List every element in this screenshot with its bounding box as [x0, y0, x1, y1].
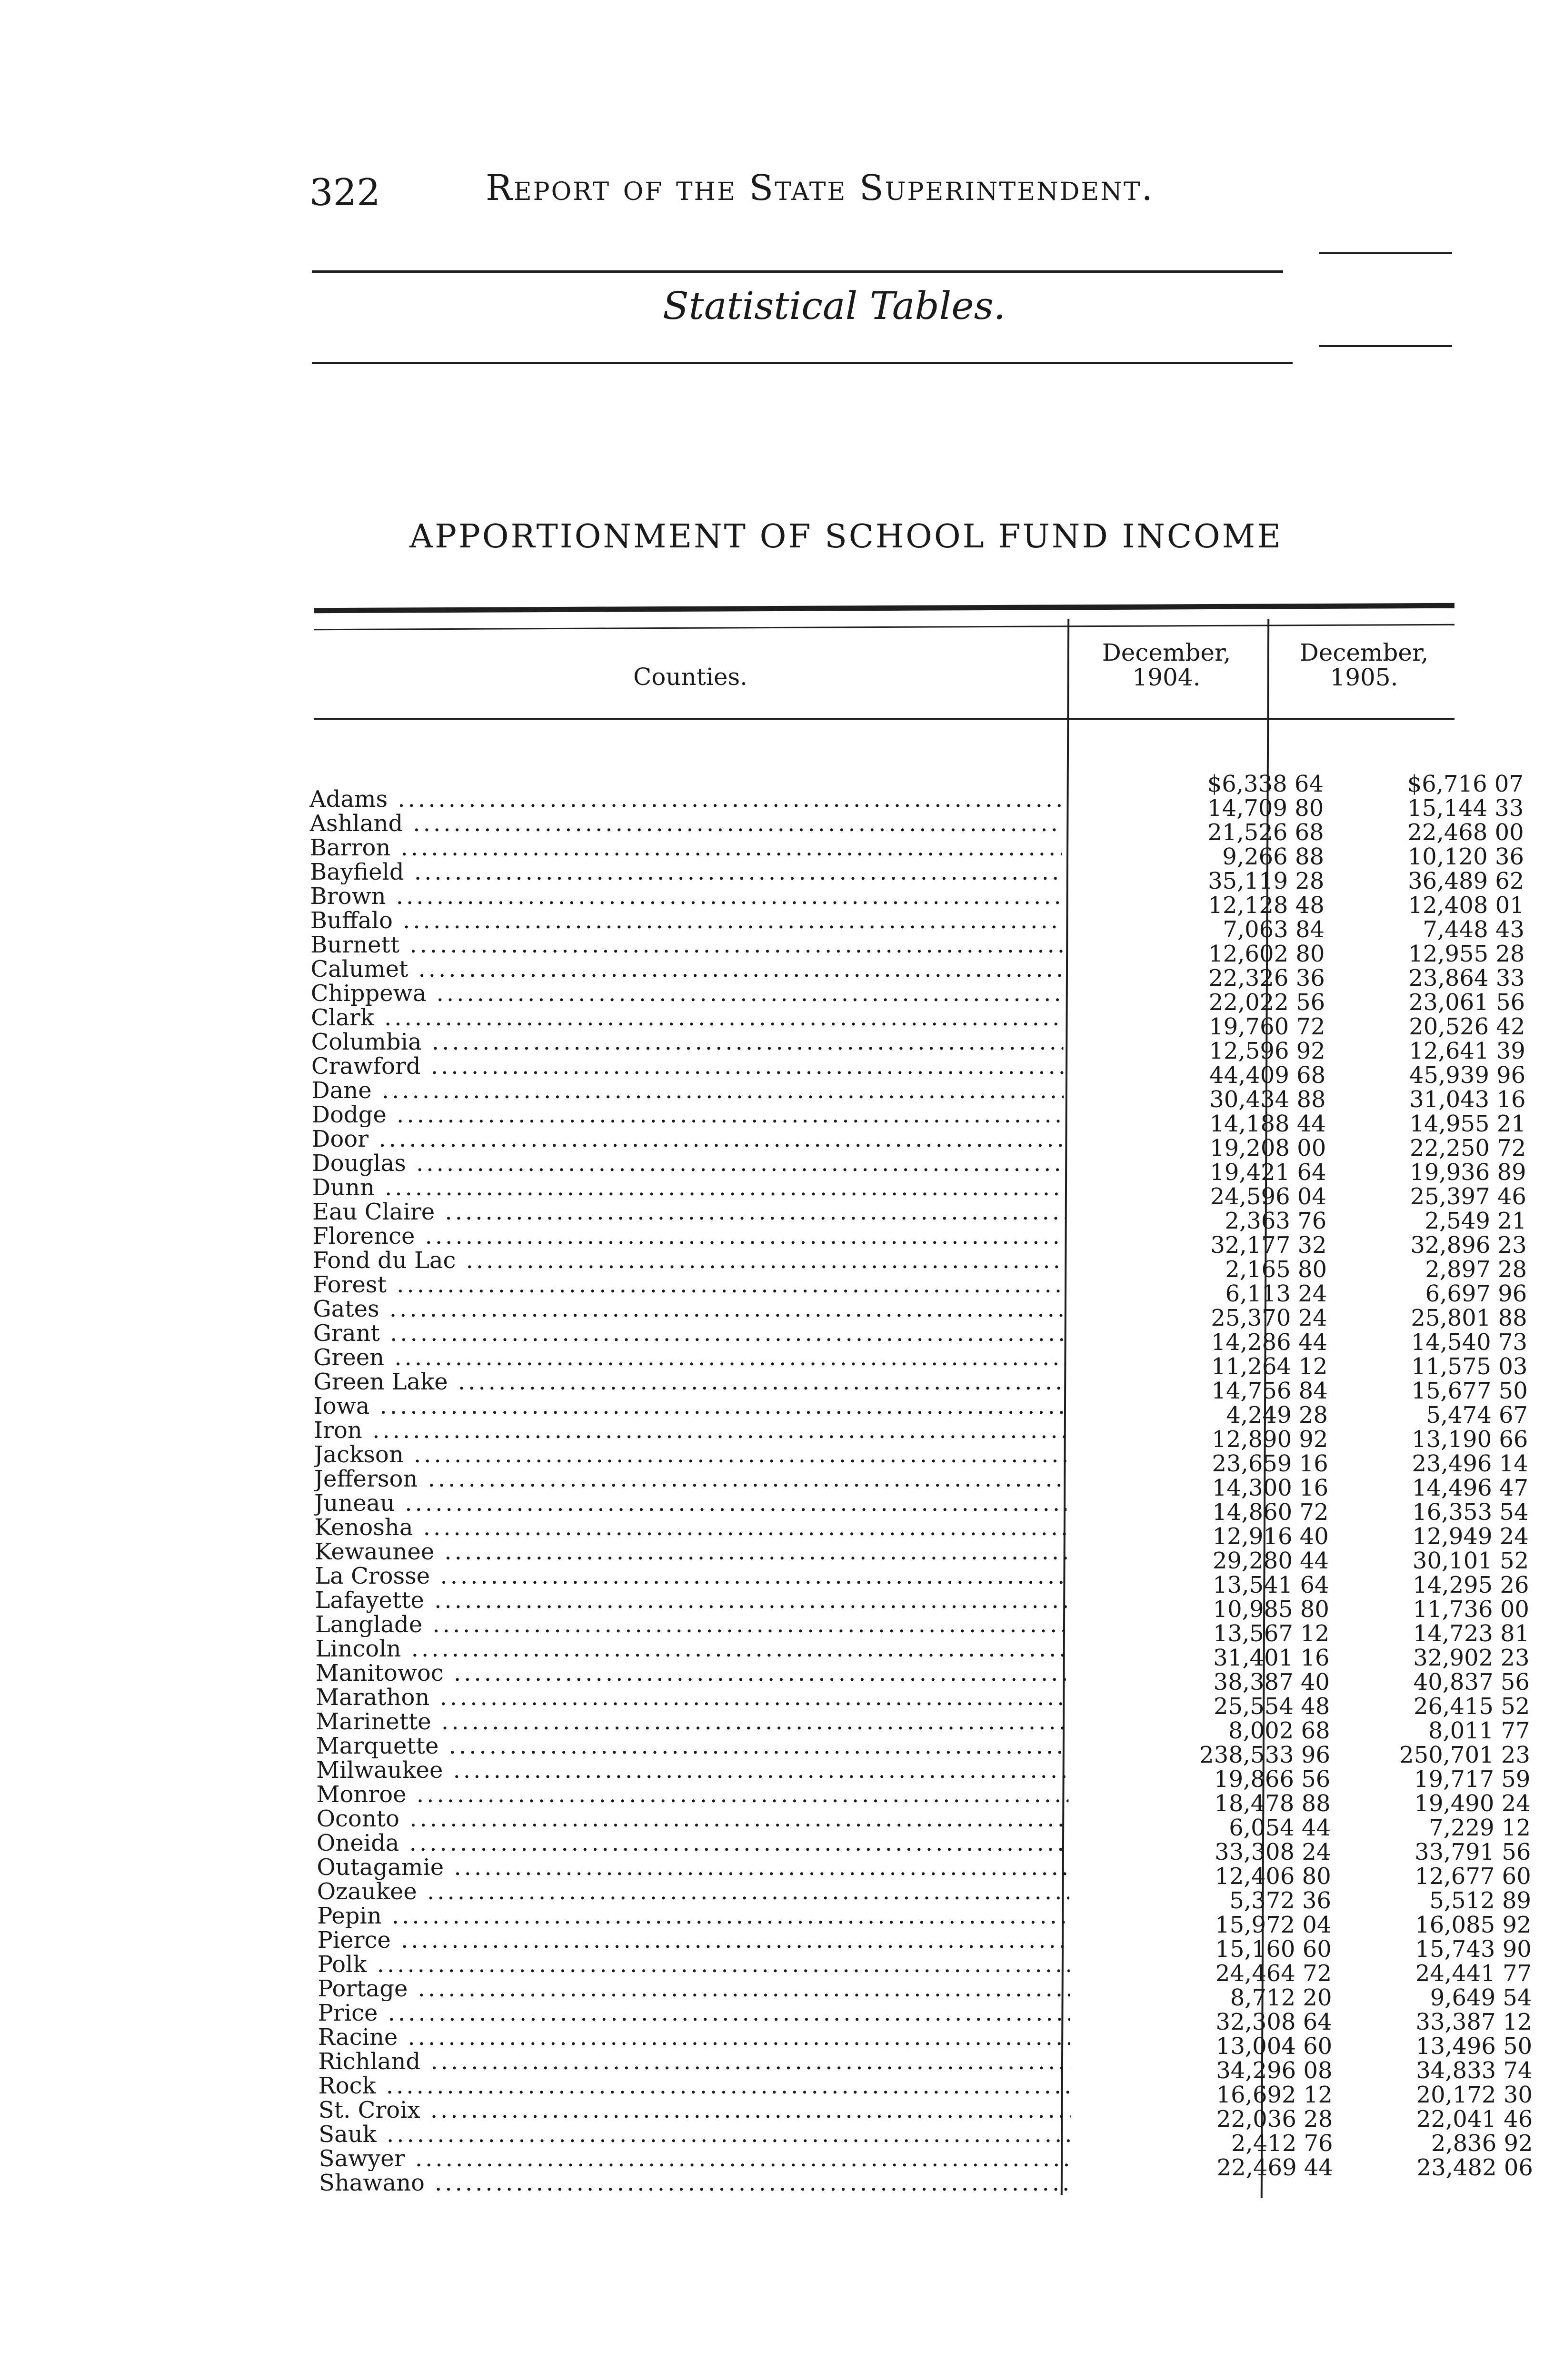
amount-dec1904: 24,596 04 [1210, 1183, 1326, 1210]
amount-dec1904: 4,249 28 [1226, 1402, 1328, 1428]
amount-dec1904: 31,401 16 [1213, 1645, 1330, 1671]
amount-dec1904: 19,760 72 [1209, 1013, 1325, 1040]
amount-dec1905: 12,408 01 [1408, 892, 1524, 919]
amount-dec1904: 25,370 24 [1211, 1305, 1327, 1331]
amount-dec1904: 8,712 20 [1230, 1984, 1332, 2011]
county-name: Dodge ..... [312, 1103, 1064, 1127]
amount-dec1905: 12,641 39 [1409, 1038, 1525, 1064]
column-header-dec1905-line1: December, [1299, 639, 1429, 666]
amount-dec1904: 2,412 76 [1231, 2130, 1333, 2157]
amount-dec1905: 22,468 00 [1407, 819, 1524, 846]
amount-dec1905: 7,448 43 [1423, 916, 1525, 943]
county-name: Langlade ..... [315, 1613, 1067, 1637]
column-header-dec1904 [1066, 640, 1266, 690]
amount-dec1905: 13,496 50 [1415, 2033, 1533, 2060]
amount-dec1905: 25,397 46 [1410, 1183, 1526, 1210]
amount-dec1905: $6,716 07 [1407, 771, 1524, 797]
amount-dec1905: 5,512 89 [1429, 1887, 1532, 1914]
header-rule-top [312, 270, 1283, 273]
amount-dec1904: 14,188 44 [1209, 1111, 1326, 1137]
county-name: Green ..... [313, 1346, 1066, 1370]
amount-dec1904: 5,372 36 [1229, 1887, 1332, 1914]
county-name: Columbia ..... [311, 1030, 1064, 1054]
amount-dec1904: 12,890 92 [1212, 1426, 1328, 1453]
county-name: Gates ..... [313, 1297, 1065, 1321]
amount-dec1905: 32,896 23 [1410, 1232, 1527, 1259]
amount-dec1904: 32,177 32 [1210, 1232, 1327, 1259]
amount-dec1905: 11,575 03 [1411, 1353, 1528, 1380]
amount-dec1905: 5,474 67 [1426, 1402, 1528, 1428]
column-header-dec1904-line2: 1904. [1132, 664, 1201, 691]
amount-dec1904: 2,165 80 [1225, 1256, 1327, 1283]
amount-dec1905: 30,101 52 [1412, 1547, 1529, 1574]
amount-dec1904: 22,036 28 [1216, 2106, 1333, 2132]
running-title: Report of the State Superintendent. [486, 168, 1155, 208]
county-name: Florence ..... [312, 1224, 1065, 1249]
county-name: Polk ..... [318, 1953, 1070, 1977]
amount-dec1904: 9,266 88 [1222, 843, 1325, 870]
amount-dec1904: 19,866 56 [1214, 1766, 1331, 1793]
amount-dec1905: 14,955 21 [1409, 1111, 1526, 1137]
amount-dec1904: 23,659 16 [1212, 1450, 1328, 1477]
amount-dec1904: 38,387 40 [1213, 1669, 1330, 1696]
amount-dec1905: 14,540 73 [1411, 1329, 1528, 1356]
column-header-dec1904-line1: December, [1102, 639, 1231, 666]
amount-dec1904: 6,113 24 [1225, 1280, 1327, 1307]
county-name: Douglas ..... [312, 1151, 1064, 1176]
amount-dec1905: 33,387 12 [1415, 2009, 1532, 2035]
county-name: Lafayette ..... [315, 1588, 1067, 1613]
amount-dec1905: 40,837 56 [1413, 1669, 1530, 1696]
county-name: Sauk ..... [319, 2122, 1071, 2147]
amount-dec1905: 14,496 47 [1412, 1475, 1529, 1501]
county-name: Milwaukee ..... [316, 1758, 1068, 1783]
amount-dec1904: 2,363 76 [1225, 1208, 1327, 1234]
county-name: Door ..... [312, 1127, 1064, 1151]
amount-dec1905: 36,489 62 [1408, 868, 1524, 894]
amount-dec1905: 12,949 24 [1412, 1523, 1529, 1550]
county-name: Bayfield ..... [310, 860, 1062, 884]
amount-dec1904: 19,421 64 [1210, 1159, 1326, 1186]
amount-dec1904: 22,469 44 [1216, 2154, 1333, 2181]
amount-dec1905: 250,701 23 [1399, 1742, 1530, 1768]
county-name: Jackson ..... [314, 1443, 1066, 1467]
county-name: Racine ..... [318, 2025, 1070, 2050]
amount-dec1904: 32,308 64 [1215, 2009, 1332, 2035]
amount-dec1905: 23,482 06 [1416, 2154, 1533, 2181]
amount-dec1904: 238,533 96 [1199, 1742, 1330, 1768]
amount-dec1905: 19,717 59 [1414, 1766, 1531, 1793]
amount-dec1905: 23,496 14 [1412, 1450, 1528, 1477]
amount-dec1904: 10,985 80 [1213, 1596, 1329, 1623]
amount-dec1904: 13,541 64 [1213, 1572, 1329, 1598]
county-name: Outagamie ..... [317, 1855, 1069, 1880]
county-name: Clark ..... [311, 1006, 1063, 1030]
county-name: Kewaunee ..... [315, 1540, 1067, 1564]
county-name: Fond du Lac ..... [313, 1249, 1065, 1273]
county-name: Burnett ..... [310, 933, 1063, 957]
county-name: Adams ..... [309, 787, 1062, 812]
county-name: Rock ..... [319, 2074, 1071, 2098]
amount-dec1905: 32,902 23 [1413, 1645, 1530, 1671]
header-rule-bottom-right [1319, 345, 1452, 347]
amount-dec1904: 21,526 68 [1207, 819, 1324, 846]
amount-dec1904: 14,709 80 [1207, 795, 1324, 822]
amount-dec1905: 16,353 54 [1412, 1499, 1529, 1526]
amount-dec1904: 33,308 24 [1215, 1839, 1331, 1865]
county-name: Jefferson ..... [314, 1467, 1066, 1491]
column-header-dec1905 [1266, 640, 1462, 690]
county-name: Marathon ..... [316, 1686, 1068, 1710]
amount-dec1905: 15,743 90 [1415, 1936, 1532, 1963]
amount-dec1904: 12,128 48 [1208, 892, 1325, 919]
county-name: Eau Claire ..... [312, 1200, 1065, 1224]
county-name: Buffalo ..... [310, 909, 1063, 933]
county-name: Sawyer ..... [319, 2147, 1071, 2171]
amount-dec1904: 15,160 60 [1215, 1936, 1332, 1963]
county-name: Green Lake ..... [313, 1370, 1066, 1394]
header-rule-top-right [1319, 252, 1452, 254]
amount-dec1904: 6,054 44 [1229, 1815, 1331, 1841]
county-name: Lincoln ..... [315, 1637, 1067, 1661]
county-name: Pepin ..... [317, 1904, 1069, 1928]
amount-dec1904: 7,063 84 [1223, 916, 1325, 943]
amount-dec1904: $6,338 64 [1207, 771, 1324, 797]
amount-dec1905: 11,736 00 [1413, 1596, 1529, 1623]
county-name: Shawano ..... [319, 2171, 1071, 2195]
amount-dec1904: 12,406 80 [1215, 1863, 1331, 1890]
amount-dec1905: 12,955 28 [1408, 941, 1525, 967]
county-name: La Crosse ..... [315, 1564, 1067, 1588]
county-name: Kenosha ..... [315, 1516, 1067, 1540]
amount-dec1905: 10,120 36 [1407, 843, 1524, 870]
amount-dec1905: 33,791 56 [1415, 1839, 1531, 1865]
apportionment-table-body [309, 771, 1533, 2195]
amount-dec1905: 34,833 74 [1416, 2057, 1533, 2084]
amount-dec1905: 20,172 30 [1416, 2082, 1533, 2108]
county-name: Dunn ..... [312, 1176, 1065, 1200]
amount-dec1904: 12,596 92 [1209, 1038, 1325, 1064]
amount-dec1905: 8,011 77 [1428, 1717, 1530, 1744]
table-title: APPORTIONMENT OF SCHOOL FUND INCOME [409, 518, 1283, 555]
amount-dec1905: 14,723 81 [1413, 1620, 1530, 1647]
county-name: Ashland ..... [309, 812, 1062, 836]
county-name: Dane ..... [311, 1079, 1064, 1103]
amount-dec1905: 14,295 26 [1413, 1572, 1529, 1598]
column-header-dec1905-line2: 1905. [1330, 664, 1398, 691]
county-name: Crawford ..... [311, 1054, 1064, 1079]
amount-dec1904: 8,002 68 [1228, 1717, 1330, 1744]
amount-dec1904: 12,602 80 [1208, 941, 1325, 967]
amount-dec1905: 9,649 54 [1430, 1984, 1532, 2011]
amount-dec1904: 16,692 12 [1216, 2082, 1333, 2108]
county-name: Marquette ..... [316, 1734, 1068, 1758]
county-name: Price ..... [318, 2001, 1070, 2025]
table-header-bottom-rule [314, 718, 1454, 720]
county-name: Barron ..... [310, 836, 1062, 860]
amount-dec1904: 29,280 44 [1212, 1547, 1329, 1574]
amount-dec1905: 24,441 77 [1415, 1960, 1532, 1987]
county-name: Pierce ..... [317, 1928, 1069, 1953]
amount-dec1904: 35,119 28 [1208, 868, 1325, 894]
amount-dec1904: 11,264 12 [1211, 1353, 1328, 1380]
amount-dec1904: 19,208 00 [1209, 1135, 1326, 1161]
county-name: Forest ..... [313, 1273, 1065, 1297]
amount-dec1905: 45,939 96 [1409, 1062, 1526, 1089]
amount-dec1905: 23,864 33 [1408, 965, 1525, 992]
column-header-counties: Counties. [633, 663, 747, 691]
amount-dec1905: 12,677 60 [1415, 1863, 1531, 1890]
county-name: Oneida ..... [317, 1831, 1069, 1855]
county-name: Marinette ..... [316, 1710, 1068, 1734]
amount-dec1905: 26,415 52 [1414, 1693, 1530, 1720]
county-name: Chippewa ..... [311, 982, 1063, 1006]
county-name: Richland ..... [318, 2050, 1070, 2074]
amount-dec1905: 7,229 12 [1429, 1815, 1531, 1841]
amount-dec1904: 14,300 16 [1212, 1475, 1329, 1501]
amount-dec1904: 22,326 36 [1208, 965, 1325, 992]
header-rule-bottom [312, 362, 1293, 364]
amount-dec1905: 19,936 89 [1410, 1159, 1526, 1186]
amount-dec1905: 15,677 50 [1411, 1378, 1528, 1404]
amount-dec1905: 6,697 96 [1425, 1280, 1527, 1307]
amount-dec1905: 31,043 16 [1409, 1086, 1526, 1113]
county-name: Grant ..... [313, 1321, 1066, 1346]
amount-dec1904: 14,286 44 [1211, 1329, 1328, 1356]
county-name: Manitowoc ..... [316, 1661, 1068, 1686]
amount-dec1904: 22,022 56 [1208, 989, 1325, 1016]
amount-dec1905: 22,250 72 [1409, 1135, 1526, 1161]
county-name: Brown ..... [310, 884, 1062, 909]
amount-dec1904: 34,296 08 [1216, 2057, 1333, 2084]
page-number: 322 [309, 171, 380, 214]
section-title: Statistical Tables. [662, 284, 1006, 328]
amount-dec1905: 23,061 56 [1408, 989, 1525, 1016]
amount-dec1905: 20,526 42 [1409, 1013, 1525, 1040]
amount-dec1905: 22,041 46 [1416, 2106, 1533, 2132]
table-top-thin-rule [314, 624, 1454, 630]
county-name: Juneau ..... [314, 1491, 1066, 1516]
table-top-rule [314, 603, 1454, 613]
amount-dec1904: 13,004 60 [1215, 2033, 1333, 2060]
table-row [319, 2154, 1533, 2195]
amount-dec1905: 13,190 66 [1412, 1426, 1528, 1453]
amount-dec1905: 2,836 92 [1431, 2130, 1533, 2157]
amount-dec1905: 19,490 24 [1414, 1790, 1531, 1817]
county-name: Ozaukee ..... [317, 1880, 1069, 1904]
county-name: Oconto ..... [317, 1807, 1069, 1831]
amount-dec1905: 2,897 28 [1425, 1256, 1527, 1283]
amount-dec1904: 44,409 68 [1209, 1062, 1326, 1089]
amount-dec1905: 16,085 92 [1415, 1912, 1532, 1938]
county-name: Iowa ..... [314, 1394, 1066, 1418]
amount-dec1904: 14,756 84 [1211, 1378, 1328, 1404]
amount-dec1904: 14,860 72 [1212, 1499, 1329, 1526]
county-name: Iron ..... [314, 1418, 1066, 1443]
amount-dec1905: 2,549 21 [1424, 1208, 1527, 1234]
amount-dec1904: 13,567 12 [1213, 1620, 1330, 1647]
county-name: St. Croix ..... [319, 2098, 1071, 2122]
amount-dec1905: 15,144 33 [1407, 795, 1524, 822]
amount-dec1904: 25,554 48 [1214, 1693, 1330, 1720]
amount-dec1904: 15,972 04 [1215, 1912, 1332, 1938]
amount-dec1904: 18,478 88 [1214, 1790, 1331, 1817]
amount-dec1905: 25,801 88 [1411, 1305, 1527, 1331]
county-name: Monroe ..... [316, 1783, 1068, 1807]
amount-dec1904: 30,434 88 [1209, 1086, 1326, 1113]
county-name: Calumet ..... [310, 957, 1063, 982]
amount-dec1904: 24,464 72 [1215, 1960, 1332, 1987]
county-name: Portage ..... [318, 1977, 1070, 2001]
amount-dec1904: 12,916 40 [1212, 1523, 1329, 1550]
